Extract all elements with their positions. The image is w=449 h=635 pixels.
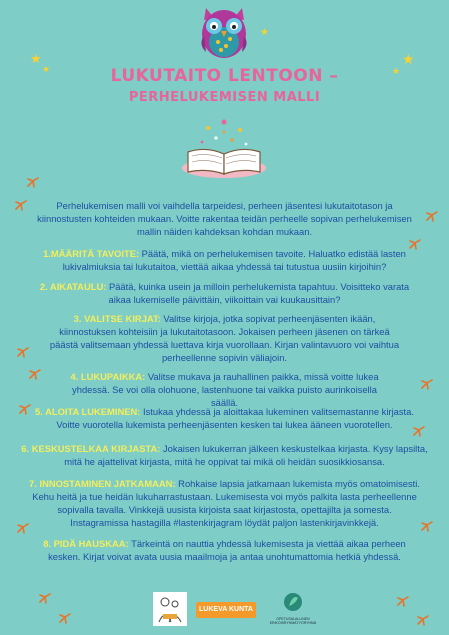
step-label: 2. AIKATAULU: [39, 281, 107, 292]
family-reading-logo [153, 592, 187, 626]
step-label: 4. LUKUPAIKKA: [70, 371, 146, 382]
footprint-icon [18, 403, 32, 415]
leaf-icon [283, 592, 303, 612]
footprint-icon [16, 522, 30, 534]
star-icon: ★ [42, 64, 51, 74]
step-1 [22, 247, 427, 273]
step-label: 7. INNOSTAMINEN JATKAMAAN: [29, 478, 176, 489]
footprint-icon [408, 238, 422, 250]
step-text: Päätä, kuinka usein ja milloin perhelukemista tapahtuu. Voisitteko varata aikaa lukemiselle päivittäin, viikoittain vai kuukausittain? [106, 281, 410, 305]
star-icon: ★ [402, 51, 415, 67]
step-label: 3. VALITSE KIRJAT: [73, 313, 161, 324]
step-5 [32, 405, 417, 431]
footprint-icon [26, 176, 40, 188]
footprint-icon [420, 520, 434, 532]
footprint-icon [420, 378, 434, 390]
step-label: 8. PIDÄ HAUSKAA: [43, 538, 129, 549]
step-3 [44, 312, 405, 364]
organization-name: OPETUSALALLINEN ERIKOISRYHMÄTYÖRYHMÄ [269, 617, 317, 625]
step-7 [28, 477, 421, 529]
intro-paragraph: Perhelukemisen malli voi vaihdella tarpeidesi, perheen jäsentesi lukutaitotason ja kiinnostusten kohteiden mukaan. Voitte rakentaa teidän perheelle sopivan perhelukemisen mallin näiden kahdeksan kohdan mukaan. [37, 200, 412, 237]
step-text: Tärkeintä on nauttia yhdessä lukemisesta ja viettää aikaa perheen kesken. Kirjat voivat avata uusia maailmoja ja antaa unohtumattomia hetkiä yhdessä. [48, 538, 406, 562]
star-icon: ★ [260, 27, 269, 38]
step-8 [26, 537, 423, 563]
page-title: LUKUTAITO LENTOON – [110, 66, 339, 86]
step-label: 6. KESKUSTELKAA KIRJASTA: [21, 443, 161, 454]
lukeva-kunta-logo: LUKEVA KUNTA [196, 602, 256, 618]
step-text: Päätä, mikä on perhelukemisen tavoite. Haluatko edistää lasten lukivalmiuksia tai lukutaitoa, viettää aikaa yhdessä tai tutustua uusiin kirjoihin? [62, 248, 406, 272]
logo-row [0, 592, 449, 632]
page-subtitle: PERHELUKEMISEN MALLI [128, 90, 321, 105]
star-icon: ★ [30, 51, 42, 66]
step-6 [12, 442, 437, 468]
step-2 [36, 280, 413, 306]
step-text: Rohkaise lapsia jatkamaan lukemista myös omatoimisesti. Kehu heitä ja tue heidän lukuharrastustaan. Lukemisesta voi myös palkita lasta perheellenne sopivalla tavalla. Vinkkejä uusista kirjoista saat kirjastosta, opettajilta ja somesta. Instagramissa hastagilla #lastenkirjagram löydät paljon lastenkirjavinkkejä. [32, 478, 420, 528]
step-4 [58, 370, 391, 409]
open-book-icon [178, 118, 270, 184]
footprint-icon [16, 346, 30, 358]
footprint-icon [412, 425, 426, 437]
footprint-icon [425, 210, 439, 222]
step-label: 5. ALOITA LUKEMINEN: [35, 406, 141, 417]
step-text: Istukaa yhdessä ja aloittakaa lukeminen valitsemastanne kirjasta. Voitte vuorotella lukemista perheenjäsenten kesken tai lukea ääneen vuorotellen. [56, 406, 414, 430]
title-block [0, 66, 449, 105]
footprint-icon [14, 199, 28, 211]
step-label: 1.MÄÄRITÄ TAVOITE: [43, 248, 140, 259]
step-text: Valitse kirjoja, jotka sopivat perheenjäsenten ikään, kiinnostuksen kohteisiin ja lukutaitotasoon. Jokaisen perheen jäsenen on tärkeä päästä valitsemaan yhdessä luettava kirja vuorollaan. Kirjan valintavuoro voi vaihtua perheellenne sopivin väliajoin. [49, 313, 400, 363]
footprint-icon [28, 368, 42, 380]
step-text: Jokaisen lukukerran jälkeen keskustelkaa kirjasta. Kysy lapsilta, mitä he ajattelivat kirjasta, mitä he oppivat tai mikä oli heidän suosikkiosansa. [64, 443, 428, 467]
owl-icon [192, 2, 256, 62]
step-text: Valitse mukava ja rauhallinen paikka, missä voitte lukea yhdessä. Se voi olla olohuone, lastenhuone tai vaikka puisto aurinkoisella säällä. [72, 371, 379, 408]
organization-logo [266, 592, 320, 628]
star-icon: ★ [392, 66, 401, 76]
